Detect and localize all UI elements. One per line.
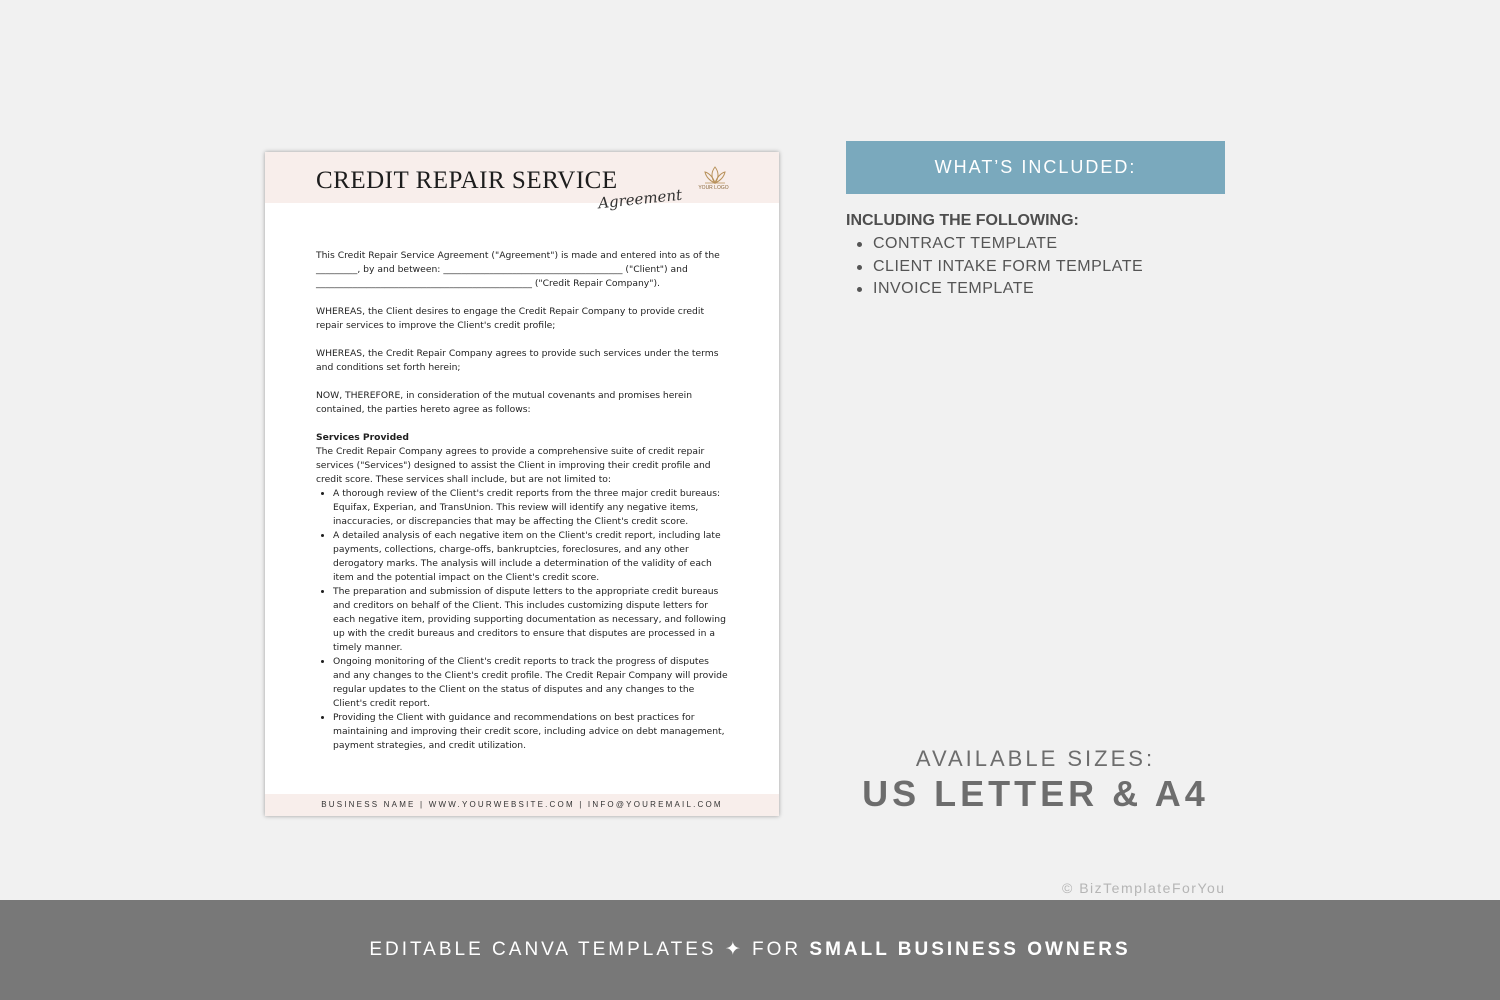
paragraph: NOW, THEREFORE, in consideration of the mutual covenants and promises herein contained, the parties hereto agree as follows: (316, 390, 693, 415)
document-header (265, 152, 779, 213)
paragraph: This Credit Repair Service Agreement ("Agreement") is made and entered into as of the _________, by and between: _______________________________________ ("Client") and _______________________________________________ ("Credit Repair Company"). (316, 250, 720, 289)
banner-text: EDITABLE CANVA TEMPLATES ✦ FOR (369, 939, 810, 960)
document-preview (265, 152, 779, 816)
list-item: • The preparation and submission of dispute letters to the appropriate credit bureaus and creditors on behalf of the Client. This includes customizing dispute letters for each negative item, providing supporting documentation as necessary, and following up with the credit bureaus and creditors to ensure that disputes are processed in a timely manner. (333, 585, 728, 655)
list-item: • A detailed analysis of each negative item on the Client's credit report, including late payments, collections, charge-offs, bankruptcies, foreclosures, and any other derogatory marks. The analysis will include a determination of the validity of each item and the potential impact on the Client's credit score. (333, 529, 728, 585)
logo (698, 165, 729, 193)
available-sizes-value: US LETTER & A4 (862, 773, 1209, 814)
whats-included-heading: WHAT’S INCLUDED: (846, 141, 1225, 194)
list-item: • A thorough review of the Client's credit reports from the three major credit bureaus: Equifax, Experian, and TransUnion. This review will identify any negative items, inaccuracies, or discrepancies that may be affecting the Client's credit score. (333, 487, 728, 529)
list-item: INVOICE TEMPLATE (873, 278, 1143, 301)
list-item: CLIENT INTAKE FORM TEMPLATE (873, 256, 1143, 279)
list-item: • Ongoing monitoring of the Client's credit reports to track the progress of disputes and any changes to the Client's credit profile. The Credit Repair Company will provide regular updates to the Client on the status of disputes and any changes to the Client's credit report. (333, 655, 728, 711)
section-title: Services Provided (316, 432, 409, 443)
section-intro: The Credit Repair Company agrees to provide a comprehensive suite of credit repair services ("Services") designed to assist the Client in improving their credit profile and credit score. These services shall include, but are not limited to: (316, 446, 711, 485)
available-sizes-label: AVAILABLE SIZES: (915, 746, 1156, 771)
document-title: CREDIT REPAIR SERVICE (316, 167, 618, 194)
lotus-icon (701, 165, 729, 185)
bottom-banner (0, 900, 1500, 1000)
services-list (333, 487, 728, 753)
banner-highlight: SMALL BUSINESS OWNERS (809, 939, 1131, 960)
paragraph: WHEREAS, the Credit Repair Company agrees to provide such services under the terms and conditions set forth herein; (316, 348, 719, 373)
logo-text: YOUR LOGO (698, 185, 729, 191)
document-subtitle: Agreement (597, 185, 683, 213)
included-list (873, 233, 1143, 301)
document-footer: BUSINESS NAME | WWW.YOURWEBSITE.COM | INFO@YOUREMAIL.COM (265, 794, 779, 816)
document-body (316, 249, 728, 753)
paragraph: WHEREAS, the Client desires to engage the Credit Repair Company to provide credit repair services to improve the Client's credit profile; (316, 306, 705, 331)
copyright: © BizTemplateForYou (1062, 880, 1226, 896)
list-item: CONTRACT TEMPLATE (873, 233, 1143, 256)
list-item: • Providing the Client with guidance and recommendations on best practices for maintaining and improving their credit score, including advice on debt management, payment strategies, and credit utilization. (333, 711, 728, 753)
including-subheading: INCLUDING THE FOLLOWING: (846, 212, 1079, 229)
